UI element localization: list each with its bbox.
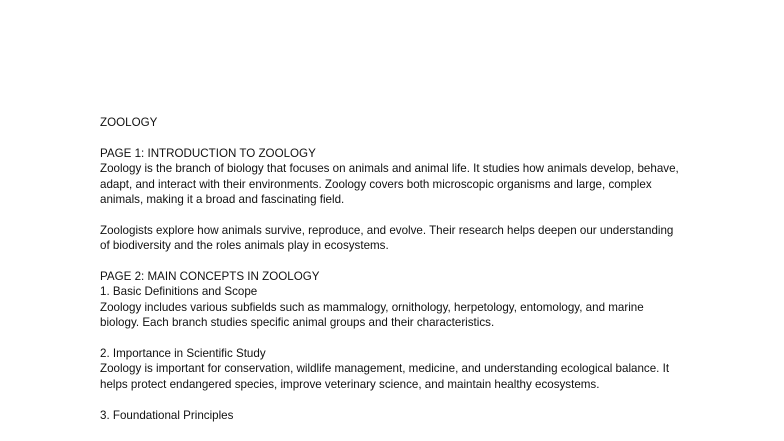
- spacer: [100, 130, 680, 145]
- spacer: [100, 331, 680, 346]
- page1-heading: PAGE 1: INTRODUCTION TO ZOOLOGY: [100, 146, 316, 160]
- section-1-heading: 1. Basic Definitions and Scope: [100, 285, 258, 299]
- section-2-heading: 2. Importance in Scientific Study: [100, 347, 266, 361]
- spacer: [100, 392, 680, 407]
- page1-paragraph-1: Zoology is the branch of biology that focuses on animals and animal life. It studies how animals develop, behave, adapt, and interact with their environments. Zoology covers both microscopic organisms and large, complex animals, making it a broad and fascinating field.: [100, 162, 679, 207]
- section-3-heading: 3. Foundational Principles: [100, 408, 234, 422]
- section-1-text: Zoology includes various subfields such as mammalogy, ornithology, herpetology, entomology, and marine biology. Each branch studies specific animal groups and their characteristics.: [100, 300, 644, 330]
- section-2-text: Zoology is important for conservation, wildlife management, medicine, and understanding ecological balance. It helps protect endangered species, improve veterinary science, and maintain healthy ecosystems.: [100, 362, 670, 391]
- page2-heading: PAGE 2: MAIN CONCEPTS IN ZOOLOGY: [100, 270, 320, 284]
- spacer: [100, 254, 680, 269]
- document-title: ZOOLOGY: [100, 116, 158, 129]
- page1-paragraph-2: Zoologists explore how animals survive, reproduce, and evolve. Their research helps deepen our understanding of biodiversity and the roles animals play in ecosystems.: [100, 223, 674, 253]
- document-body: [100, 115, 680, 423]
- spacer: [100, 207, 680, 222]
